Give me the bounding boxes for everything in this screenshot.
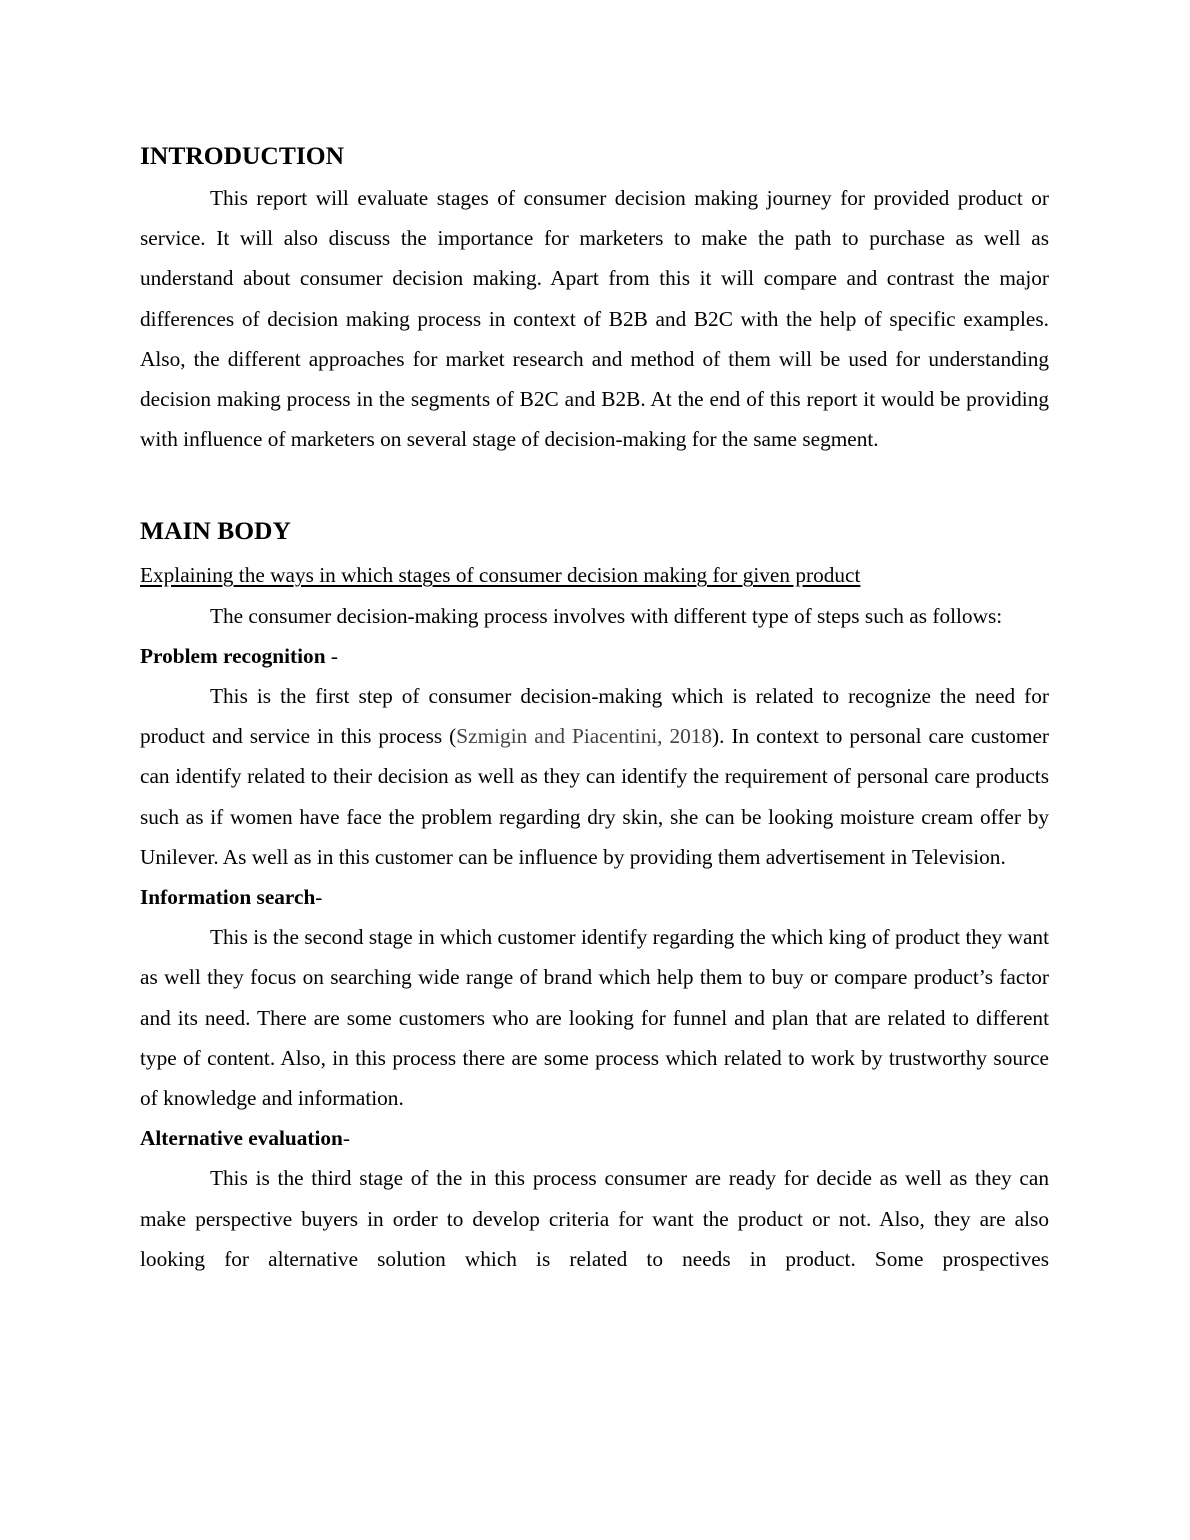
subheading-text: Explaining the ways in which stages of consumer decision making for given product	[140, 563, 861, 588]
main-body-intro-paragraph: The consumer decision-making process involves with different type of steps such as follows:	[210, 603, 1003, 628]
section-title-text: Information search	[140, 885, 316, 910]
section-title-information-search	[140, 877, 1049, 917]
section-paragraph-problem-recognition	[140, 676, 1049, 877]
section-paragraph-alternative-evaluation: This is the third stage of the in this process consumer are ready for decide as well as they can make perspective buyers in order to develop criteria for want the product or not. Also, they are also looking for alternative solution which is related to needs in product. Some prospectives	[140, 1166, 1049, 1271]
citation: Szmigin and Piacentini, 2018	[456, 724, 713, 749]
section-paragraph-information-search: This is the second stage in which customer identify regarding the which king of product they want as well they focus on searching wide range of brand which help them to buy or compare product’s factor and its need. There are some customers who are looking for funnel and plan that are related to different type of content. Also, in this process there are some process which related to work by trustworthy source of knowledge and information.	[140, 925, 1049, 1111]
section-title-suffix: -	[315, 885, 323, 910]
section-title-text: Problem recognition	[140, 643, 326, 668]
section-title-problem-recognition	[140, 636, 1049, 676]
paragraph-text: ). In context to personal care customer can identify related to their decision as well as they can identify the requirement of personal care products such as if women have face the problem regarding dry skin, she can be looking moisture cream offer by Unilever. As well as in this customer can be influence by providing them advertisement in Television.	[140, 724, 1049, 869]
section-title-text: Alternative evaluation	[140, 1126, 343, 1151]
main-body-heading: MAIN BODY	[140, 516, 291, 546]
main-body-subheading	[140, 555, 1049, 595]
document-page	[140, 138, 1049, 1279]
paragraph-text: This is the first step of consumer decision-making which is related to recognize the need for product and service in this process (	[140, 684, 1049, 749]
introduction-paragraph: This report will evaluate stages of consumer decision making journey for provided product or service. It will also discuss the importance for marketers to make the path to purchase as well as understand about consumer decision making. Apart from this it will compare and contrast the major differences of decision making process in context of B2B and B2C with the help of specific examples. Also, the different approaches for market research and method of them will be used for understanding decision making process in the segments of B2C and B2B. At the end of this report it would be providing with influence of marketers on several stage of decision-making for the same segment.	[140, 186, 1049, 452]
section-title-suffix: -	[325, 643, 338, 668]
section-title-suffix: -	[342, 1126, 350, 1151]
section-title-alternative-evaluation	[140, 1118, 1049, 1158]
introduction-heading: INTRODUCTION	[140, 141, 345, 170]
